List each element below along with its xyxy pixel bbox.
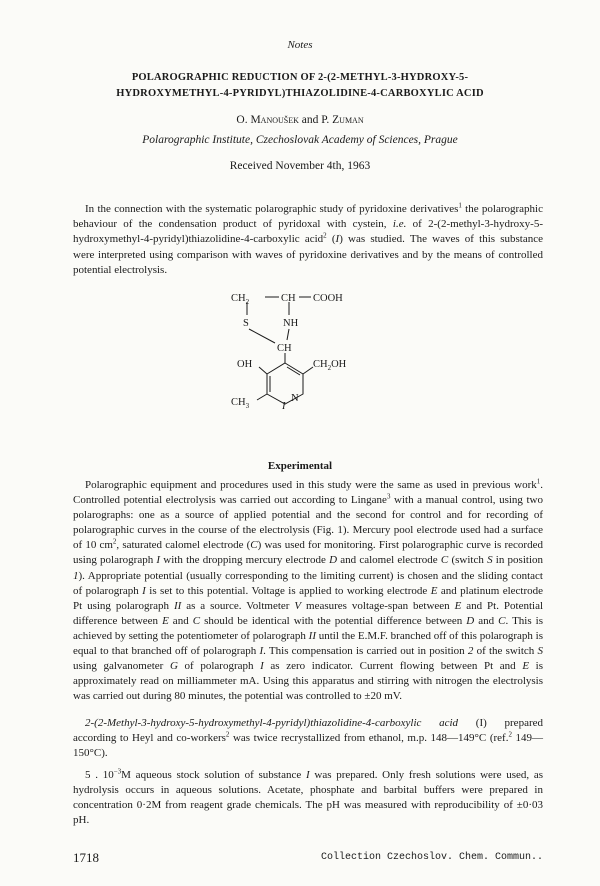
intro-text: of 2-(2-methyl-3-hydroxy-5-hydroxymethyl-4-pyridyl)thiazolidine-4-carboxylic acid [73,218,543,246]
atom-ch2: $CH_2$ [231,293,250,306]
italic-symbol: 1 [73,569,79,582]
italic-symbol: II [308,629,316,642]
intro-paragraph [73,202,543,278]
intro-italic: i.e. [392,218,407,231]
superscript: 2 [225,730,230,739]
received-date: Received November 4th, 1963 [229,160,371,172]
italic-symbol: D [329,554,338,567]
italic-symbol: E [430,584,438,597]
text-run: 5 . 10 [85,769,114,781]
experimental-paragraph [73,478,543,704]
text-run: until the E.M.F. branched off of this polarograph is equal to that branched off of polarograph [73,629,543,658]
reference-marker: 2 [323,231,327,240]
italic-symbol: S [487,554,493,567]
italic-symbol: C [250,539,258,552]
text-run: (I) prepared according to Heyl and co-workers [73,717,543,745]
italic-symbol: II [173,599,182,612]
author-conjunction: and [298,114,322,126]
italic-symbol: D [466,614,475,627]
structural-formula [225,285,385,410]
italic-symbol: E [162,614,169,627]
compound-label: I [282,401,286,410]
superscript: −3 [113,767,122,776]
bond-ring-ch2oh [303,367,313,374]
italic-symbol: E [522,660,530,673]
text-run: using galvanometer [73,660,170,673]
intro-text: ) was studied. The waves of this substance were interpreted using comparison with waves of pyridoxine derivatives and by the means of controlled potential electrolysis. [73,233,543,276]
compound-label: I [335,233,340,246]
title-line-2: HYDROXYMETHYL-4-PYRIDYL)THIAZOLIDINE-4-CARBOXYLIC ACID [116,88,484,99]
bond-s-ch [249,329,275,343]
superscript: 2 [112,537,117,546]
italic-symbol: C [498,614,506,627]
italic-symbol: I [259,645,264,658]
text-run: Polarographic equipment and procedures used in this study were the same as used in previous work [85,479,537,491]
bond-nh-ch [287,329,289,340]
text-run: should be identical with the potential difference between [200,614,467,627]
text-run: and platinum electrode Pt using polarograph [73,584,544,612]
institution: Polarographic Institute, Czechoslovak Academy of Sciences, Prague [142,134,458,146]
italic-symbol: C [440,554,449,567]
text-run: 149—150°C). [73,732,544,760]
text-run: was prepared. Only fresh solutions were used, as hydrolysis occurs in aqueous solutions. Acetate, phosphate and barbital buffers were prepared in concentration 0·2M from reagent grade chemicals. The pH was measured with reproducibility of ±0·03 pH. [73,769,543,827]
text-run: as zero indicator. Current flowing between Pt and [263,660,523,673]
italic-symbol: I [156,554,161,567]
superscript: 3 [386,492,391,501]
text-run: and [168,614,193,627]
text-run: with the dropping mercury electrode [160,554,330,567]
text-run: is set to this potential. Voltage is applied to working electrode [145,584,431,597]
intro-text: ( [326,233,336,246]
text-run: M aqueous stock solution of substance [121,769,306,781]
article-title [60,70,540,102]
atom-ch3: $CH_3$ [231,397,250,410]
text-run: of polarograph [177,660,261,673]
section-heading: Experimental [267,460,333,472]
stock-solution-paragraph [73,768,543,828]
reference-marker: 1 [458,201,462,210]
atom-n: N [291,393,299,404]
italic-symbol: V [294,599,302,612]
text-run: was twice recrystallized from ethanol, m.p. 148—149°C (ref. [229,732,509,745]
journal-name: Collection Czechoslov. Chem. Commun.. [320,852,543,863]
text-run: (switch [448,554,488,567]
intro-text: the polarographic behaviour of the condensation product of pyridoxal with cystein, [73,203,543,231]
text-run: and [474,614,499,627]
italic-symbol: I [260,660,264,673]
italic-symbol: G [169,660,178,673]
text-run: with a manual control, using two polarographs: one as a source of applied potential and the second for control and for recording of polarographic curves in the course of the electrolysis (Fig. 1). Mercury pool electrode used had a surface of 10 cm [73,494,544,552]
atom-ring-ch: CH [277,343,292,354]
bond-ring-ch3 [257,394,267,400]
italic-symbol: S [537,645,543,658]
superscript: 1 [536,477,541,486]
bond-ring-oh [259,367,267,374]
atom-nh: NH [283,318,299,329]
atom-ch: CH [281,293,296,304]
section-label: Notes [287,39,313,51]
italic-symbol: I [305,769,310,781]
text-run: of the switch [473,645,538,658]
text-run: . Controlled potential electrolysis was carried out according to Lingane [73,479,543,507]
text-run: . This compensation is carried out in position [263,645,468,658]
superscript: 2 [508,730,512,739]
text-run: and calomel electrode [337,554,441,567]
text-run: is approximately read on milliammeter mA. Using this apparatus and stirring with nitrogen the electrolysis was carried out during 80 minutes, the potential was controlled to ±20 mV. [73,660,544,703]
italic-symbol: 2 [467,645,474,658]
atom-ch2oh: $CH_2OH$ [313,359,347,372]
author-2: P. Zuman [321,114,364,126]
text-run: . This is achieved by setting the potentiometer of polarograph [73,614,543,642]
atom-oh: OH [237,359,253,370]
authors [0,114,600,126]
text-run: ) was used for monitoring. First polarographic curve is recorded using polarograph [73,539,543,567]
page-number: 1718 [73,850,99,865]
preparation-paragraph [73,716,543,761]
atom-cooh: COOH [313,293,343,304]
text-run: measures voltage-span between [301,599,455,612]
text-run: in position [492,554,543,567]
atom-s: S [243,318,249,329]
text-run: ). Appropriate potential (usually corresponding to the limiting current) is chosen and the sliding contact of polarograph [73,569,543,597]
title-line-1: POLAROGRAPHIC REDUCTION OF 2-(2-METHYL-3-HYDROXY-5- [131,72,469,83]
italic-symbol: E [454,599,462,612]
text-run: as a source. Voltmeter [181,599,295,612]
text-run: and Pt. Potential difference between [73,599,544,627]
text-run: , saturated calomel electrode ( [116,539,251,552]
italic-symbol: C [192,614,201,627]
italic-symbol: 2-(2-Methyl-3-hydroxy-5-hydroxymethyl-4-pyridyl)thiazolidine-4-carboxylic acid [85,717,459,729]
author-1: O. Manoušek [236,114,299,126]
intro-text: In the connection with the systematic polarographic study of pyridoxine derivatives [85,203,459,215]
italic-symbol: I [142,584,146,597]
